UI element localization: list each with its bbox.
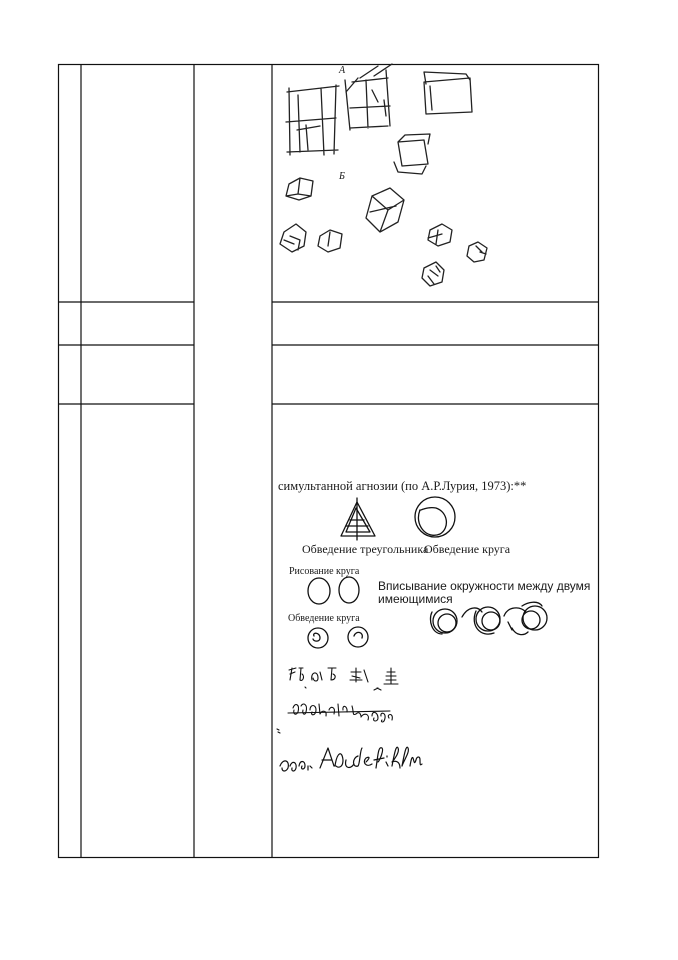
circle-trace-drawing bbox=[415, 497, 455, 537]
inscribed-circles-drawing bbox=[430, 602, 547, 634]
inscribe-circle-caption-line1: Вписывание окружности между двумя bbox=[378, 579, 591, 593]
figure-label-a: А bbox=[339, 65, 346, 76]
triangle-trace-drawing bbox=[341, 498, 375, 540]
circle-trace-caption-bottom: Обведение круга bbox=[288, 613, 360, 624]
inscribe-circle-caption-line2: имеющимися bbox=[378, 592, 453, 606]
traced-circles bbox=[308, 627, 368, 648]
handwriting-sample-3 bbox=[280, 747, 422, 771]
drawn-circles bbox=[308, 577, 359, 604]
figure-label-b: Б bbox=[339, 171, 345, 182]
drawing-circle-caption: Рисование круга bbox=[289, 566, 360, 577]
handwriting-sample-2 bbox=[277, 704, 392, 733]
caption-simultaneous-agnosia: симультанной агнозии (по А.Р.Лурия, 1973):** bbox=[278, 479, 527, 493]
circle-trace-caption-top: Обведение круга bbox=[424, 542, 511, 556]
triangle-trace-caption: Обведение треугольника bbox=[302, 542, 429, 556]
handwriting-sample-1 bbox=[289, 668, 398, 690]
